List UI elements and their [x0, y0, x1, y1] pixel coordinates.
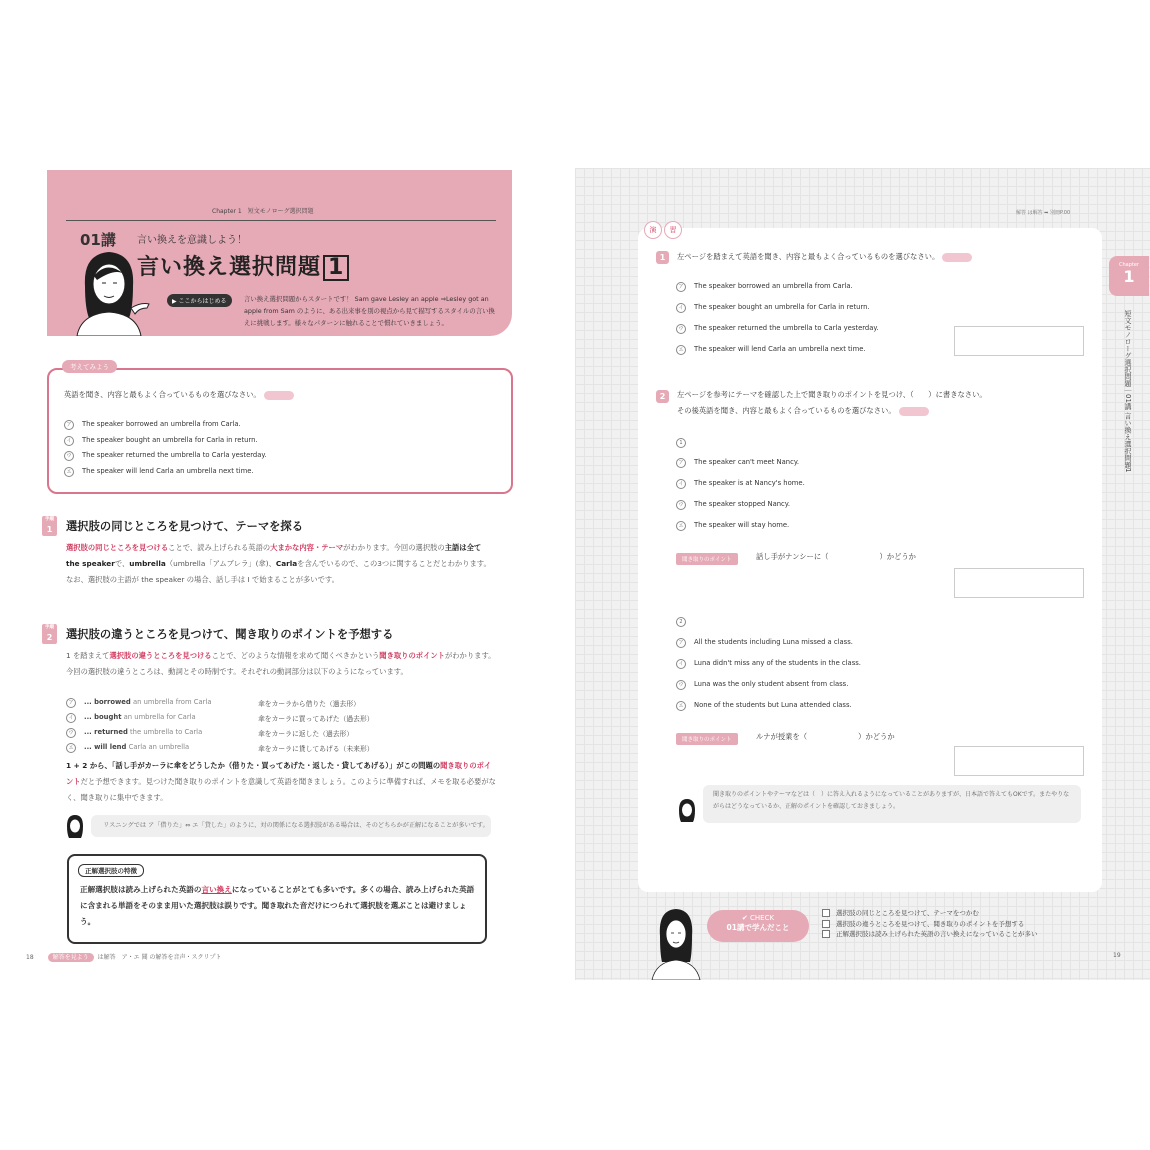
choice-mark: エ — [676, 701, 686, 711]
exercise-tab-1: 演 — [644, 221, 662, 239]
think-choice[interactable] — [64, 436, 258, 446]
verb-row-rest: an umbrella from Carla — [132, 698, 212, 706]
verb-row-mark: イ — [66, 713, 76, 723]
teacher-small-icon — [676, 798, 698, 824]
step2-badge-num: 2 — [46, 633, 53, 642]
side-vertical-title: 短文モノローグ選択問題｜01講 言い換え選択問題1 — [1124, 310, 1132, 473]
sub1-number: 1 — [676, 438, 686, 448]
lesson-title — [137, 250, 349, 281]
verb-row — [66, 698, 212, 708]
lesson-title-number: 1 — [323, 255, 349, 281]
choice-text: The speaker will lend Carla an umbrella next time. — [82, 467, 254, 475]
step1-d: （umbrella「アムブレラ」(傘)、 — [165, 559, 276, 568]
sub1-choice[interactable] — [676, 521, 789, 531]
check-title: 01講で学んだこと — [726, 923, 790, 932]
verb-row-mark: ウ — [66, 728, 76, 738]
answer-crumb: 解答 は解答 ➡ 別冊P.00 — [1016, 210, 1071, 216]
step2-c: がわかります。今回の選択肢の違うところは、動詞とその時制です。それぞれの動詞部分は以下のようになっています。 — [66, 651, 496, 676]
choice-mark: ア — [676, 282, 686, 292]
sub2-choice[interactable] — [676, 659, 861, 669]
audio-icon[interactable] — [899, 407, 929, 416]
choice-text: None of the students but Luna attended class. — [694, 701, 852, 709]
q1-question — [677, 252, 972, 262]
choice-mark: ウ — [676, 324, 686, 334]
sub1-choice[interactable] — [676, 500, 790, 510]
right-page-number: 19 — [1113, 952, 1121, 959]
checkbox-icon[interactable] — [822, 930, 830, 938]
choice-mark: ウ — [64, 451, 74, 461]
correct-feature-text — [80, 882, 475, 930]
sub2-answer-box[interactable] — [954, 746, 1084, 776]
think-question — [64, 390, 294, 400]
verb-row-jp: 傘をカーラから借りた（過去形） — [258, 700, 360, 708]
verb-row-verb: ... returned — [84, 728, 128, 736]
verb-row-verb: ... bought — [84, 713, 122, 721]
teacher-small-icon — [64, 814, 86, 840]
choice-mark: エ — [64, 467, 74, 477]
sub1-label — [676, 438, 694, 448]
choice-text: All the students including Luna missed a class. — [694, 638, 853, 646]
choice-text: The speaker is at Nancy's home. — [694, 479, 805, 487]
choice-text: The speaker bought an umbrella for Carla in return. — [694, 303, 870, 311]
q1-question-text: 左ページを踏まえて英語を聞き、内容と最もよく合っているものを選びなさい。 — [677, 252, 940, 261]
think-choice[interactable] — [64, 467, 254, 477]
correct-red: 言い換え — [201, 885, 232, 894]
step1-title: 選択肢の同じところを見つけて、テーマを探る — [66, 520, 304, 533]
sub2-choice[interactable] — [676, 638, 853, 648]
q2-question-line2 — [677, 406, 929, 416]
verb-row-mark: エ — [66, 743, 76, 753]
step1-bold2: umbrella — [129, 559, 166, 568]
choice-text: The speaker bought an umbrella for Carla in return. — [82, 436, 258, 444]
intro-text: 言い換え選択問題からスタートです！ Sam gave Lesley an apple ⇒Lesley got an apple from Sam のように、ある出来事を別の視点から見て描写するスタイルの言い換えに挑戦します。様々なパターンに触れることで慣れていきましょう。 — [244, 295, 495, 327]
verb-row-jp: 傘をカーラに返した（過去形） — [258, 730, 354, 738]
step2-paragraph — [66, 648, 496, 680]
step2-e: だと予想できます。見つけた聞き取りのポイントを意識して英語を聞きましょう。このように準備すれば、メモを取る必要がなく、聞き取りに集中できます。 — [66, 777, 496, 802]
check-label: ✔ CHECK — [741, 914, 775, 922]
tip-bubble: リスニングでは ア「借りた」⇔ エ「貸した」のように、対の関係になる選択肢がある場合は、そのどちらかが正解になることが多いです。 — [91, 815, 491, 837]
verb-row-verb: ... borrowed — [84, 698, 131, 706]
choice-mark: ウ — [676, 500, 686, 510]
note-bubble: 聞き取りのポイントやテーマなどは（ ）に答え入れるようになっていることがありますが、日本語で答えてもOKです。またやりながらはどうなっているか、正解のポイントを確認しておきましょう。 — [703, 785, 1081, 823]
step2-red3: 聞き取りのポイント — [66, 761, 492, 786]
step1-badge — [42, 516, 57, 536]
step2-badge-label: 手順 — [45, 625, 54, 630]
footer-badge[interactable]: 解答を見よう — [48, 953, 94, 962]
point-pill-2: 聞き取りのポイント — [676, 733, 738, 745]
check-item[interactable] — [822, 919, 1038, 930]
choice-text: The speaker borrowed an umbrella from Carla. — [694, 282, 853, 290]
choice-mark: エ — [676, 521, 686, 531]
think-question-text: 英語を聞き、内容と最もよく合っているものを選びなさい。 — [64, 390, 261, 399]
check-item-text: 選択肢の同じところを見つけて、テーマをつかむ — [836, 909, 979, 917]
checkbox-icon[interactable] — [822, 909, 830, 917]
think-tab: 考えてみよう — [62, 360, 117, 373]
choice-mark: ウ — [676, 680, 686, 690]
verb-row-rest: the umbrella to Carla — [130, 728, 203, 736]
choice-text: The speaker can't meet Nancy. — [694, 458, 800, 466]
step1-bold1: 主語は全て the speaker — [66, 543, 482, 568]
choice-text: The speaker stopped Nancy. — [694, 500, 790, 508]
think-choice[interactable] — [64, 420, 241, 430]
q1-choice[interactable] — [676, 324, 879, 334]
audio-icon[interactable] — [942, 253, 972, 262]
choice-mark: イ — [676, 659, 686, 669]
choice-mark: イ — [64, 436, 74, 446]
step1-red2: 大まかな内容・テーマ — [270, 543, 344, 552]
step2-red1: 選択肢の違うところを見つける — [109, 651, 212, 660]
step1-b: がわかります。今回の選択肢の — [343, 543, 445, 552]
q1-choice[interactable] — [676, 345, 866, 355]
verb-row-jp: 傘をカーラに買ってあげた（過去形） — [258, 715, 374, 723]
lesson-subtitle: 言い換えを意識しよう！ — [137, 235, 247, 246]
choice-mark: イ — [676, 303, 686, 313]
verb-row-jp: 傘をカーラに貸してあげる（未来形） — [258, 745, 374, 753]
point-pill-1: 聞き取りのポイント — [676, 553, 738, 565]
step1-badge-label: 手順 — [45, 517, 54, 522]
check-item[interactable] — [822, 908, 1038, 919]
step2-title: 選択肢の違うところを見つけて、聞き取りのポイントを予想する — [66, 628, 394, 641]
q2-question-line1: 左ページを参考にテーマを確認した上で聞き取りのポイントを見つけ、（ ）に書きなさい。 — [677, 390, 987, 399]
choice-mark: ア — [64, 420, 74, 430]
correct-feature-tab: 正解選択肢の特徴 — [78, 864, 144, 877]
teacher-avatar-icon — [67, 246, 151, 336]
step2-conclusion — [66, 758, 496, 806]
choice-text: The speaker borrowed an umbrella from Carla. — [82, 420, 241, 428]
step1-badge-num: 1 — [46, 525, 53, 534]
sub1-answer-box[interactable] — [954, 568, 1084, 598]
step2-a: 1 を踏まえて — [66, 651, 110, 660]
q1-number: 1 — [656, 251, 669, 264]
step2-b: ことで、どのような情報を求めて聞くべきかという — [211, 651, 380, 660]
audio-icon[interactable] — [264, 391, 294, 400]
choice-text: The speaker returned the umbrella to Carla yesterday. — [82, 451, 267, 459]
check-item-text: 正解選択肢は読み上げられた英語の言い換えになっていることが多い — [836, 930, 1038, 938]
verb-row-rest: an umbrella for Carla — [123, 713, 196, 721]
choice-mark: エ — [676, 345, 686, 355]
step1-paragraph — [66, 540, 496, 588]
choice-mark: ア — [676, 458, 686, 468]
intro-badge: ▶ ここからはじめる — [167, 294, 232, 307]
sub1-choice[interactable] — [676, 458, 799, 468]
choice-mark: ア — [676, 638, 686, 648]
verb-row — [66, 743, 189, 753]
verb-row-mark: ア — [66, 698, 76, 708]
lesson-number: 01講 — [80, 231, 116, 249]
step1-a: ことで、読み上げられる英語の — [168, 543, 271, 552]
think-choice[interactable] — [64, 451, 267, 461]
q1-answer-box[interactable] — [954, 326, 1084, 356]
chapter-line: Chapter 1 短文モノローグ選択問題 — [212, 208, 314, 215]
exercise-tab — [644, 217, 684, 239]
q1-choice[interactable] — [676, 282, 853, 292]
step1-bold3: Carla — [275, 559, 298, 568]
verb-row — [66, 728, 202, 738]
step2-badge — [42, 624, 57, 644]
verb-row-verb: ... will lend — [84, 743, 127, 751]
sub2-choice[interactable] — [676, 680, 848, 690]
sub2-number: 2 — [676, 617, 686, 627]
step2-red2: 聞き取りのポイント — [379, 651, 445, 660]
sub2-choice[interactable] — [676, 701, 852, 711]
q2-question-line2-text: その後英語を聞き、内容と最もよく合っているものを選びなさい。 — [677, 406, 896, 415]
check-list — [822, 908, 1038, 940]
correct-b: になっていることがとても多いです。多くの場合、読み上げられた英語に含まれる単語をそのまま用いた選択肢は誤りです。聞き取れた音だけにつられて選択肢を選ぶことは避けましょう。 — [80, 885, 475, 926]
choice-text: The speaker will stay home. — [694, 521, 790, 529]
q2-number: 2 — [656, 390, 669, 403]
choice-text: Luna didn't miss any of the students in the class. — [694, 659, 861, 667]
left-footer — [26, 952, 221, 961]
side-chapter-num: 1 — [1123, 267, 1135, 286]
step2-d: 1 + 2 から、「話し手がカーラに傘をどうしたか（借りた・買ってあげた・返した・貸してあげる）」がこの問題の — [66, 761, 441, 770]
exercise-tab-2: 習 — [664, 221, 682, 239]
step1-red1: 選択肢の同じところを見つける — [66, 543, 169, 552]
choice-text: Luna was the only student absent from class. — [694, 680, 849, 688]
side-chapter-label: Chapter — [1119, 262, 1139, 268]
teacher-avatar-icon — [648, 906, 704, 980]
sub2-label — [676, 617, 694, 627]
step1-e: を含んでいるので、この3つに関することだとわかります。なお、選択肢の主語が the speaker の場合、話し手は I で始まることが多いです。 — [66, 559, 491, 584]
lesson-title-text: 言い換え選択問題 — [137, 255, 322, 280]
sub1-choice[interactable] — [676, 479, 805, 489]
left-page-number: 18 — [26, 954, 34, 961]
header-rule — [66, 220, 496, 221]
point-hint-1: 話し手がナンシーに（ ）かどうか — [756, 552, 916, 561]
verb-row-rest: Carla an umbrella — [128, 743, 190, 751]
checkbox-icon[interactable] — [822, 920, 830, 928]
verb-row — [66, 713, 196, 723]
point-hint-2: ルナが授業を（ ）かどうか — [756, 732, 895, 741]
choice-text: The speaker will lend Carla an umbrella next time. — [694, 345, 866, 353]
correct-a: 正解選択肢は読み上げられた英語の — [80, 885, 202, 894]
footer-text: は解答 ア・エ 聞 の解答を音声・スクリプト — [97, 954, 222, 961]
check-item-text: 選択肢の違うところを見つけて、聞き取りのポイントを予想する — [836, 919, 1025, 928]
choice-text: The speaker returned the umbrella to Carla yesterday. — [694, 324, 879, 332]
choice-mark: イ — [676, 479, 686, 489]
check-bubble — [707, 910, 809, 942]
q1-choice[interactable] — [676, 303, 870, 313]
check-item[interactable] — [822, 929, 1038, 940]
chapter-side-tab[interactable] — [1109, 256, 1149, 296]
step1-c: で、 — [114, 559, 130, 568]
